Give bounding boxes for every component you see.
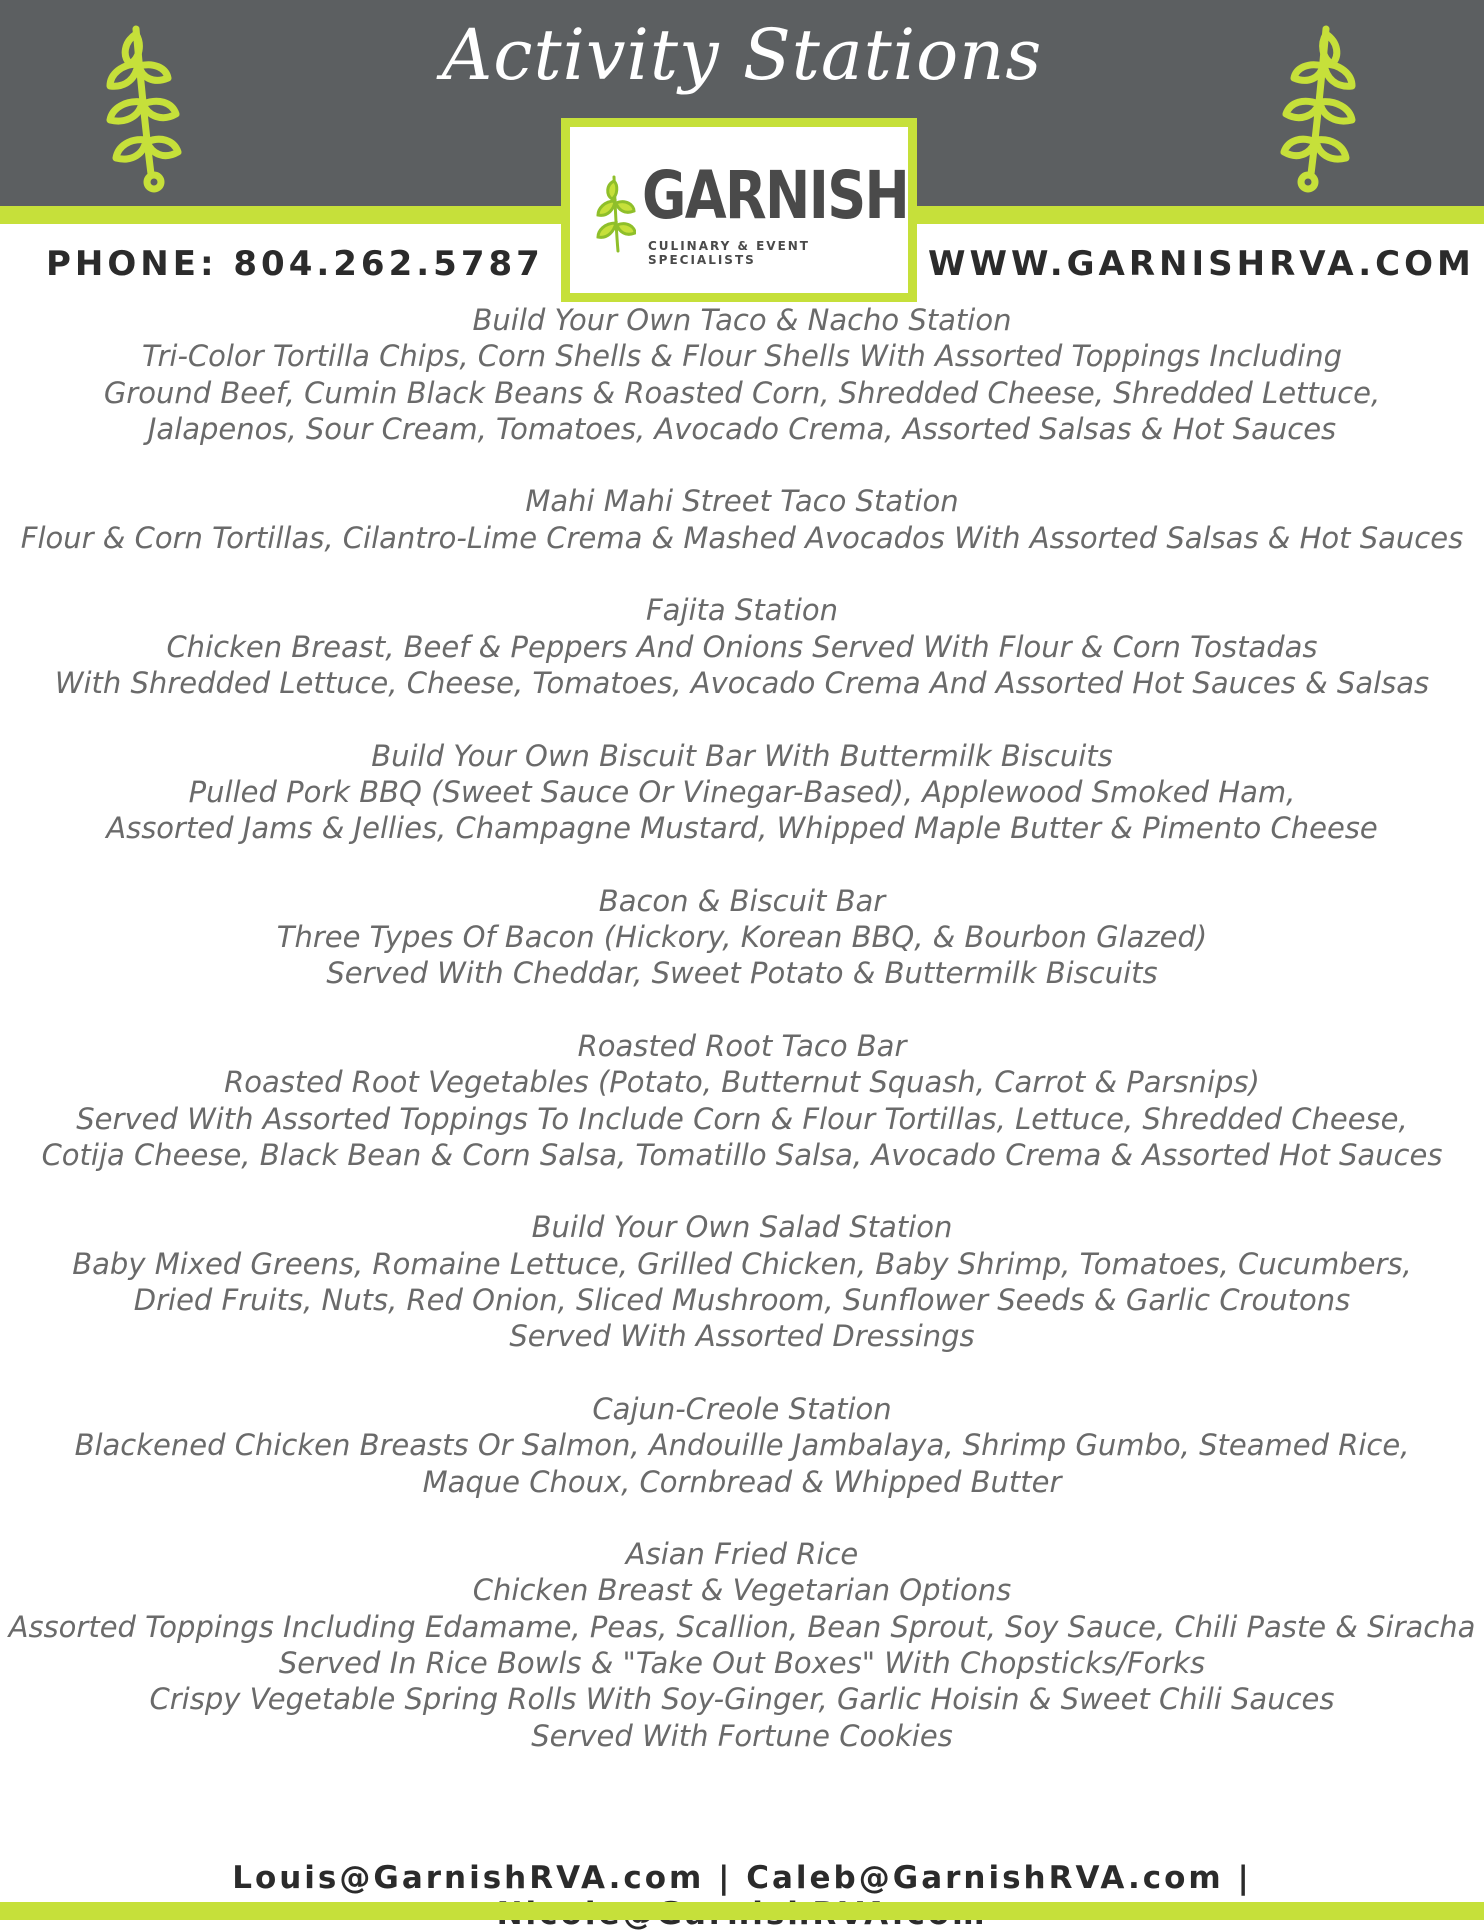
station-line: Served With Assorted Dressings (509, 1319, 975, 1354)
phone-number: PHONE: 804.262.5787 (46, 244, 544, 284)
station-name: Bacon & Biscuit Bar (598, 883, 886, 918)
station-cajun-creole (0, 1391, 1484, 1500)
logo-tagline: CULINARY & EVENT SPECIALISTS (648, 239, 810, 267)
station-salad (0, 1209, 1484, 1354)
station-line: Dried Fruits, Nuts, Red Onion, Sliced Mushroom, Sunflower Seeds & Garlic Croutons (133, 1283, 1351, 1318)
station-taco-nacho (0, 302, 1484, 447)
station-name: Build Your Own Biscuit Bar With Buttermilk Biscuits (371, 738, 1113, 773)
station-name: Build Your Own Taco & Nacho Station (472, 303, 1012, 337)
station-line: Chicken Breast, Beef & Peppers And Onions Served With Flour & Corn Tostadas (166, 629, 1318, 664)
station-line: With Shredded Lettuce, Cheese, Tomatoes, Avocado Crema And Assorted Hot Sauces & Salsas (54, 665, 1430, 700)
station-line: Chicken Breast & Vegetarian Options (472, 1573, 1012, 1608)
page-title: Activity Stations (441, 14, 1043, 96)
station-line: Pulled Pork BBQ (Sweet Sauce Or Vinegar-Based), Applewood Smoked Ham, (188, 774, 1296, 809)
station-line: Jalapenos, Sour Cream, Tomatoes, Avocado Crema, Assorted Salsas & Hot Sauces (147, 411, 1337, 446)
station-line: Tri-Color Tortilla Chips, Corn Shells & Flour Shells With Assorted Toppings Including (142, 339, 1342, 374)
logo-wordmark: GARNISH (642, 157, 909, 234)
station-line: Cotija Cheese, Black Bean & Corn Salsa, Tomatillo Salsa, Avocado Crema & Assorted Hot Sauces (41, 1137, 1443, 1172)
station-bacon-biscuit (0, 883, 1484, 992)
station-line: Served With Assorted Toppings To Include Corn & Flour Tortillas, Lettuce, Shredded Cheese, (76, 1101, 1408, 1136)
station-biscuit-bar (0, 738, 1484, 847)
station-line: Flour & Corn Tortillas, Cilantro-Lime Crema & Mashed Avocados With Assorted Salsas & Hot Sauces (20, 520, 1464, 555)
station-line: Three Types Of Bacon (Hickory, Korean BBQ, & Bourbon Glazed) (276, 920, 1208, 955)
station-asian-fried-rice (0, 1536, 1484, 1754)
station-line: Baby Mixed Greens, Romaine Lettuce, Grilled Chicken, Baby Shrimp, Tomatoes, Cucumbers, (72, 1246, 1412, 1281)
station-name: Build Your Own Salad Station (531, 1210, 953, 1245)
station-line: Assorted Jams & Jellies, Champagne Mustard, Whipped Maple Butter & Pimento Cheese (106, 811, 1378, 846)
garnish-logo (561, 118, 917, 302)
station-line: Ground Beef, Cumin Black Beans & Roasted Corn, Shredded Cheese, Shredded Lettuce, (103, 375, 1381, 410)
station-name: Fajita Station (645, 593, 839, 628)
station-name: Cajun-Creole Station (592, 1391, 892, 1426)
station-line: Blackened Chicken Breasts Or Salmon, Andouille Jambalaya, Shrimp Gumbo, Steamed Rice, (74, 1428, 1410, 1463)
station-line: Roasted Root Vegetables (Potato, Butternut Squash, Carrot & Parsnips) (224, 1065, 1260, 1100)
station-name: Mahi Mahi Street Taco Station (525, 484, 959, 519)
website-link[interactable]: WWW.GARNISHRVA.COM (928, 244, 1475, 284)
station-line: Assorted Toppings Including Edamame, Peas, Scallion, Bean Sprout, Soy Sauce, Chili Paste & Siracha (8, 1609, 1476, 1644)
station-line: Crispy Vegetable Spring Rolls With Soy-Ginger, Garlic Hoisin & Sweet Chili Sauces (149, 1682, 1335, 1717)
contact-emails[interactable]: Louis@GarnishRVA.com | Caleb@GarnishRVA.com | (232, 1860, 1252, 1896)
station-line: Maque Choux, Cornbread & Whipped Butter (422, 1464, 1062, 1499)
footer-accent-stripe (0, 1902, 1484, 1920)
station-root-taco (0, 1028, 1484, 1173)
station-fajita (0, 592, 1484, 701)
station-mahi-mahi (0, 483, 1484, 556)
station-line: Served With Fortune Cookies (531, 1718, 953, 1753)
station-name: Asian Fried Rice (625, 1537, 859, 1572)
leaf-logo-icon (596, 173, 636, 255)
station-line: Served In Rice Bowls & "Take Out Boxes" With Chopsticks/Forks (278, 1645, 1206, 1680)
station-name: Roasted Root Taco Bar (577, 1028, 907, 1063)
stations-menu (0, 302, 1484, 1790)
wheat-sprig-icon (1276, 14, 1366, 194)
station-line: Served With Cheddar, Sweet Potato & Buttermilk Biscuits (326, 956, 1158, 991)
